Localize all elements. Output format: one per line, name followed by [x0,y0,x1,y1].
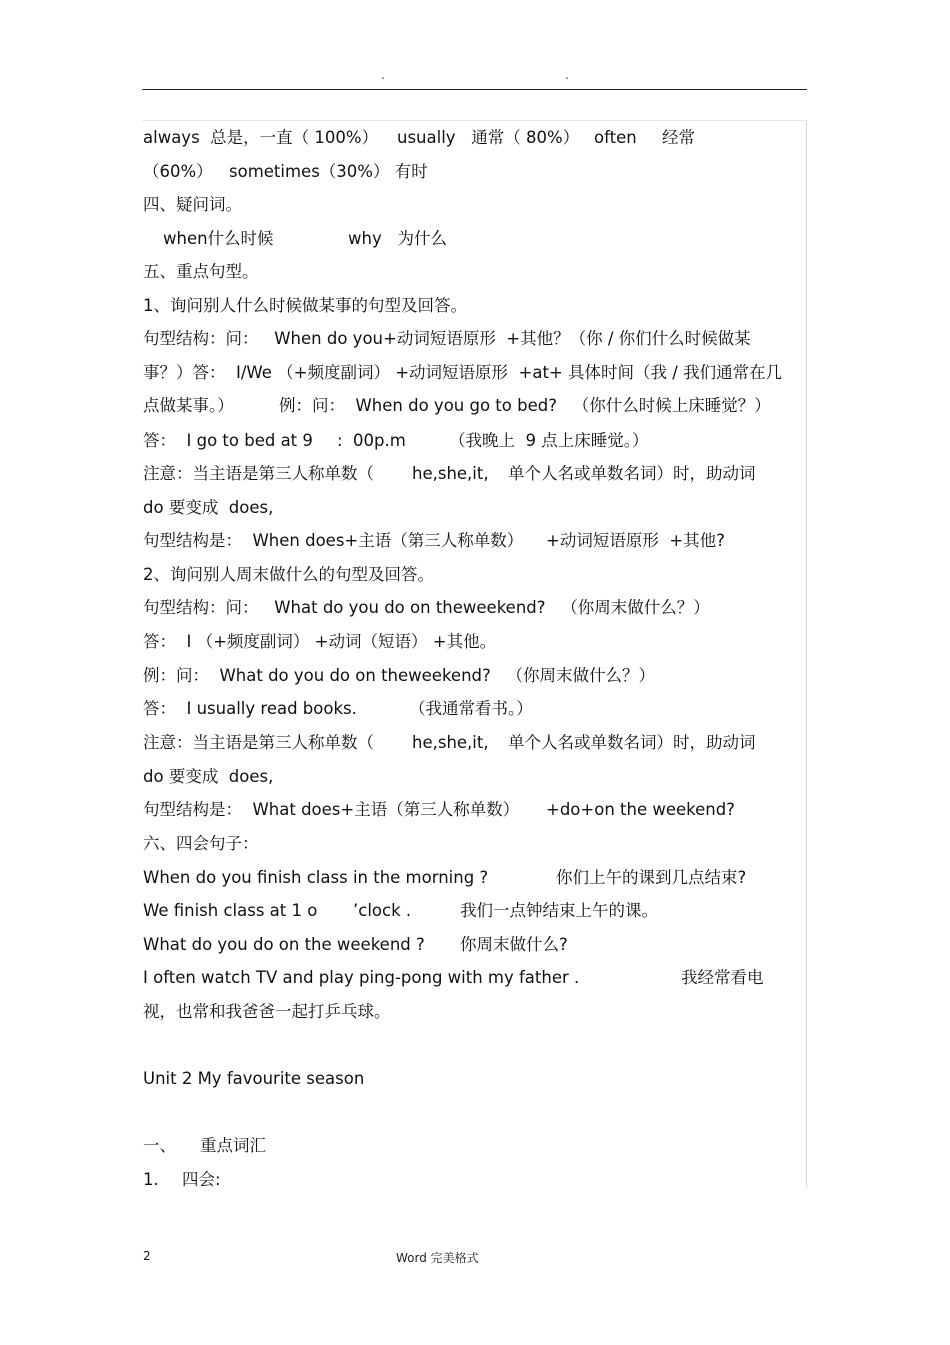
text-segment: 事？）答： I/We （+频度副词） +动词短语原形 +at+ 具体时间（我 / 我们通常在几 [143,363,783,382]
text-segment: do 要变成 does, [143,498,274,517]
content-right-border [806,120,807,1187]
paragraph-line [143,625,497,659]
paragraph-line [143,322,751,356]
text-segment: +动词短语原形 +其他? [546,531,725,550]
text-segment: +do+on the weekend? [546,800,735,819]
text-segment: he,she,it, [412,464,489,483]
text-segment: When do you finish class in the morning ? [143,868,489,887]
text-segment: 注意：当主语是第三人称单数（ [143,464,374,483]
footer-caption: Word 完美格式 [396,1251,479,1265]
paragraph-line [143,760,274,794]
sentence-line [143,861,747,895]
text-segment: 句型结构：问： When do you+动词短语原形 +其他？（你 / 你们什么时候做某 [143,329,751,348]
text-segment: 一、 [143,1136,176,1155]
paragraph-line [143,457,756,491]
text-segment: 2、询问别人周末做什么的句型及回答。 [143,565,434,584]
text-segment: 注意：当主语是第三人称单数（ [143,733,374,752]
section-heading [143,1129,266,1163]
page-header [0,68,950,84]
text-segment: 例：问： When do you go to bed? （你什么时候上床睡觉？） [279,396,771,415]
paragraph-line [143,356,783,390]
text-segment: 经常 [662,128,695,147]
text-segment: 六、四会句子： [143,834,259,853]
text-segment: Unit 2 My favourite season [143,1069,365,1088]
text-segment: he,she,it, [412,733,489,752]
text-segment: 句型结构是： When does+主语（第三人称单数） [143,531,524,550]
text-segment: 句型结构：问： What do you do on theweekend? （你周末做什么？） [143,598,710,617]
paragraph-line [143,591,710,625]
paragraph-line [143,659,655,693]
text-segment: always 总是，一直（ 100%） [143,128,379,147]
text-segment: 视，也常和我爸爸一起打乒乓球。 [143,1002,391,1021]
paragraph-line [143,793,735,827]
subsection-heading [143,558,434,592]
text-segment: 单个人名或单数名词）时，助动词 [508,464,756,483]
header-dot-left: . [381,68,385,82]
header-rule [142,89,807,90]
text-segment: 答： I （+频度副词） +动词（短语） +其他。 [143,632,497,651]
frequency-line-2 [143,155,428,189]
page-number: 2 [143,1249,151,1263]
subsection-heading [143,1163,221,1197]
text-segment: 你周末做什么? [460,935,568,954]
text-segment: （我通常看书。） [409,699,533,718]
text-segment: usually 通常（ 80%） [397,128,580,147]
section-heading [143,188,242,222]
paragraph-line [143,424,649,458]
text-segment: 例：问： What do you do on theweekend? （你周末做什么？） [143,666,655,685]
text-segment: 1、询问别人什么时候做某事的句型及回答。 [143,296,467,315]
question-words-line [143,222,447,256]
text-segment: （60%） [143,162,213,181]
text-segment: 点做某事。） [143,396,234,415]
paragraph-line [143,726,756,760]
header-dot-right: . [565,68,569,82]
text-segment: 答： I usually read books. [143,699,357,718]
text-segment: 我经常看电 [681,968,764,987]
sentence-line [143,995,391,1029]
text-segment: What do you do on the weekend ? [143,935,425,954]
section-heading [143,255,259,289]
sentence-line [143,961,764,995]
text-segment: 四、疑问词。 [143,195,242,214]
text-segment: 我们一点钟结束上午的课。 [460,901,658,920]
text-segment: ’clock . [353,901,412,920]
text-segment: 重点词汇 [200,1136,266,1155]
text-segment: I often watch TV and play ping-pong with my father . [143,968,580,987]
text-segment: why 为什么 [348,229,447,248]
text-segment: 1. [143,1170,159,1189]
text-segment: We finish class at 1 o [143,901,318,920]
text-segment: 五、重点句型。 [143,262,259,281]
sentence-line [143,928,568,962]
frequency-line-1 [143,121,695,155]
text-segment: often [594,128,637,147]
text-segment: 答： I go to bed at 9 [143,431,313,450]
text-segment: do 要变成 does, [143,767,274,786]
unit-title [143,1062,365,1096]
paragraph-line [143,491,274,525]
section-heading [143,827,259,861]
text-segment: when什么时候 [163,229,274,248]
paragraph-line [143,692,533,726]
text-segment: 四会: [182,1170,221,1189]
text-segment: 单个人名或单数名词）时，助动词 [508,733,756,752]
text-segment: : 00p.m [337,431,406,450]
text-segment: 你们上午的课到几点结束? [556,868,747,887]
sentence-line [143,894,658,928]
text-segment: 句型结构是： What does+主语（第三人称单数） [143,800,520,819]
text-segment: sometimes（30%） 有时 [229,162,428,181]
text-segment: （我晚上 9 点上床睡觉。） [449,431,649,450]
paragraph-line [143,389,771,423]
paragraph-line [143,524,725,558]
subsection-heading [143,289,467,323]
